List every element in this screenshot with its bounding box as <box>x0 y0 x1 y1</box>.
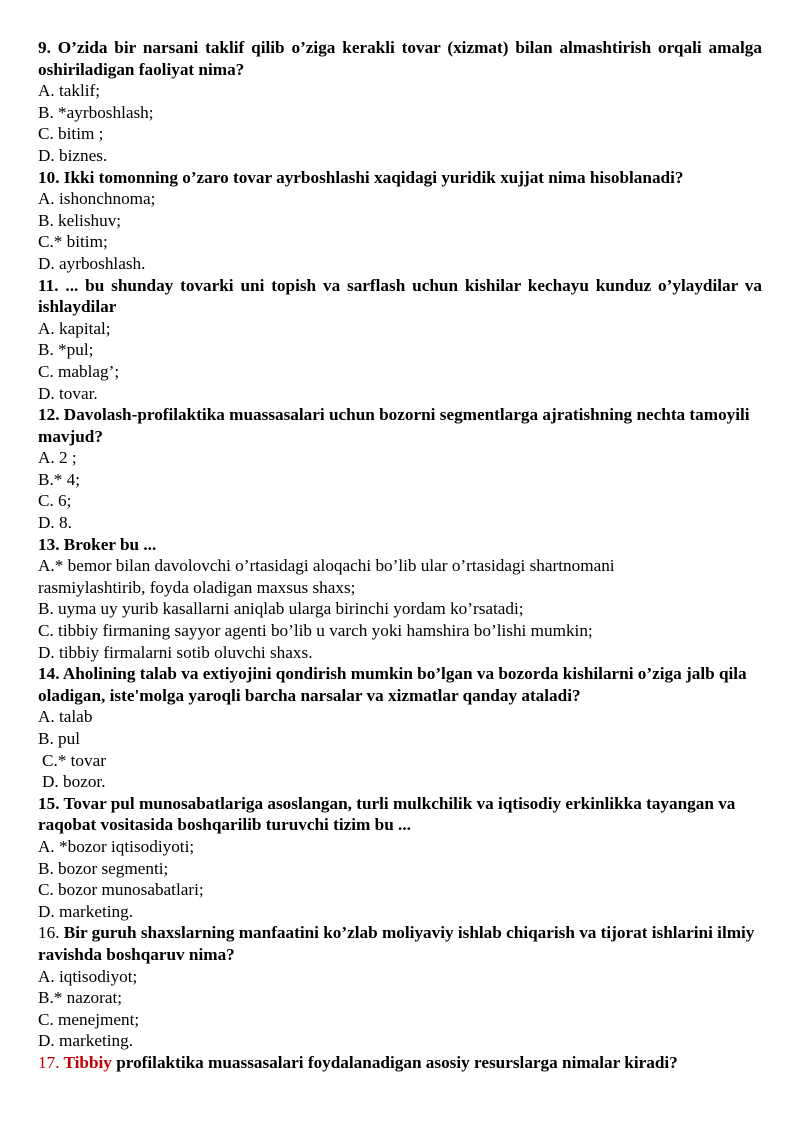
answer-option: D. marketing. <box>38 1031 133 1051</box>
answer-option: D. marketing. <box>38 901 133 921</box>
question-number: 16. <box>38 923 60 943</box>
answer-option: D. ayrboshlash. <box>38 253 146 273</box>
answer-option: B. *pul; <box>38 340 94 360</box>
question-10 <box>38 167 762 275</box>
question-text: Bir guruh shaxslarning manfaatini ko’zlab moliyaviy ishlab chiqarish va tijorat ishlarini ilmiy ravishda boshqaruv nima? <box>38 923 755 964</box>
answer-option: C. menejment; <box>38 1009 140 1029</box>
question-title: 15. Tovar pul munosabatlariga asoslangan, turli mulkchilik va iqtisodiy erkinlikka tayangan va raqobat vositasida boshqarilib turuvchi tizim bu ... <box>38 793 736 835</box>
answer-option: A. *bozor iqtisodiyoti; <box>38 836 195 856</box>
question-title: 12. Davolash-profilaktika muassasalari uchun bozorni segmentlarga ajratishning nechta tamoyili mavjud? <box>38 405 750 446</box>
question-title: 14. Aholining talab va extiyojini qondirish mumkin bo’lgan va bozorda kishilarni o’ziga jalb qila oladigan, iste'molga yaroqli barcha narsalar va xizmatlar qanday ataladi? <box>38 664 747 705</box>
question-text: profilaktika muassasalari foydalanadigan asosiy resurslarga nimalar kiradi? <box>116 1052 678 1072</box>
question-title: 9. O’zida bir narsani taklif qilib o’ziga kerakli tovar (xizmat) bilan almashtirish orqali amalga oshiriladigan faoliyat nima? <box>38 38 762 79</box>
answer-option: C.* tovar <box>42 750 106 770</box>
answer-option: B. pul <box>38 729 81 748</box>
answer-option: D. tovar. <box>38 383 98 403</box>
answer-option: D. biznes. <box>38 145 108 165</box>
answer-option: C.* bitim; <box>38 232 108 252</box>
answer-option: C. tibbiy firmaning sayyor agenti bo’lib u varch yoki hamshira bo’lishi mumkin; <box>38 621 593 641</box>
answer-option: A. iqtisodiyot; <box>38 966 138 986</box>
answer-option: A.* bemor bilan davolovchi o’rtasidagi aloqachi bo’lib ular o’rtasidagi shartnomani <box>38 556 615 576</box>
question-13 <box>38 534 762 664</box>
answer-option: A. 2 ; <box>38 448 77 468</box>
answer-option: B.* nazorat; <box>38 988 122 1008</box>
question-14 <box>38 663 762 793</box>
answer-option: C. bozor munosabatlari; <box>38 880 204 900</box>
question-title <box>38 1052 762 1074</box>
highlighted-word: Tibbiy <box>63 1052 112 1072</box>
answer-option: D. bozor. <box>42 772 106 792</box>
question-title: 11. ... bu shunday tovarki uni topish va sarflash uchun kishilar kechayu kunduz o’ylaydilar va ishlaydilar <box>38 275 762 317</box>
answer-option: D. tibbiy firmalarni sotib oluvchi shaxs. <box>38 642 313 662</box>
answer-option: A. taklif; <box>38 81 101 101</box>
answer-option: C. 6; <box>38 491 72 511</box>
question-12 <box>38 404 762 534</box>
question-title: 10. Ikki tomonning o’zaro tovar ayrboshlashi xaqidagi yuridik xujjat nima hisoblanadi? <box>38 167 684 187</box>
answer-option: A. ishonchnoma; <box>38 189 156 209</box>
question-17 <box>38 1052 762 1074</box>
answer-option: B. uyma uy yurib kasallarni aniqlab ularga birinchi yordam ko’rsatadi; <box>38 599 524 619</box>
question-9 <box>38 37 762 167</box>
answer-option: B. bozor segmenti; <box>38 858 169 878</box>
question-number: 17. <box>38 1052 60 1072</box>
answer-option: A. talab <box>38 707 93 727</box>
question-title: 13. Broker bu ... <box>38 534 157 554</box>
answer-option-continuation: rasmiylashtirib, foyda oladigan maxsus shaxs; <box>38 577 356 597</box>
question-11 <box>38 275 762 405</box>
answer-option: D. 8. <box>38 513 72 533</box>
answer-option: C. bitim ; <box>38 124 104 144</box>
answer-option: A. kapital; <box>38 318 111 338</box>
answer-option: B. kelishuv; <box>38 210 122 230</box>
answer-option: B. *ayrboshlash; <box>38 102 154 122</box>
question-15 <box>38 793 762 923</box>
answer-option: C. mablag’; <box>38 361 120 381</box>
question-16 <box>38 922 762 1052</box>
question-title <box>38 922 762 965</box>
answer-option: B.* 4; <box>38 469 81 489</box>
